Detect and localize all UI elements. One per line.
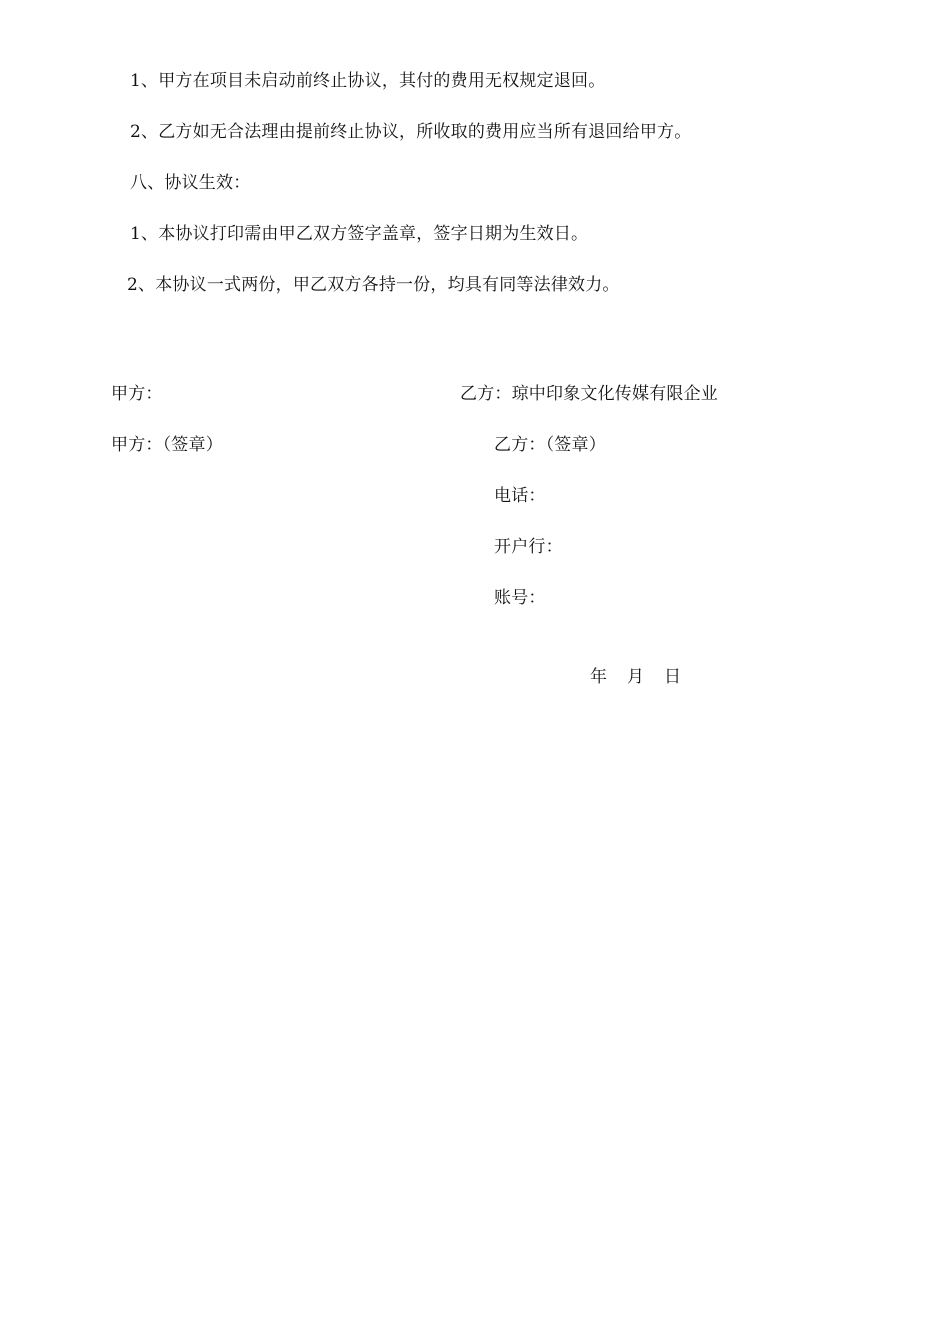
date-month: 月 [627,667,644,687]
date-year: 年 [590,667,607,687]
phone-label: 电话： [494,486,546,506]
party-b-signature: 乙方：（签章） [494,435,606,455]
effectiveness-clause-1: 1、本协议打印需由甲乙双方签字盖章，签字日期为生效日。 [130,224,589,244]
party-a-signature: 甲方：（签章） [111,435,223,455]
party-b-label: 乙方：琼中印象文化传媒有限企业 [460,384,718,404]
date-day: 日 [664,667,681,687]
party-a-label: 甲方： [111,384,163,404]
account-label: 账号： [494,588,546,608]
termination-clause-party-a: 1、甲方在项目未启动前终止协议，其付的费用无权规定退回。 [130,71,606,91]
signature-date [590,666,681,688]
bank-label: 开户行： [494,537,563,557]
effectiveness-clause-2: 2、本协议一式两份，甲乙双方各持一份，均具有同等法律效力。 [127,275,620,295]
termination-clause-party-b: 2、乙方如无合法理由提前终止协议，所收取的费用应当所有退回给甲方。 [130,122,692,142]
section-heading-effectiveness: 八、协议生效： [130,173,251,193]
